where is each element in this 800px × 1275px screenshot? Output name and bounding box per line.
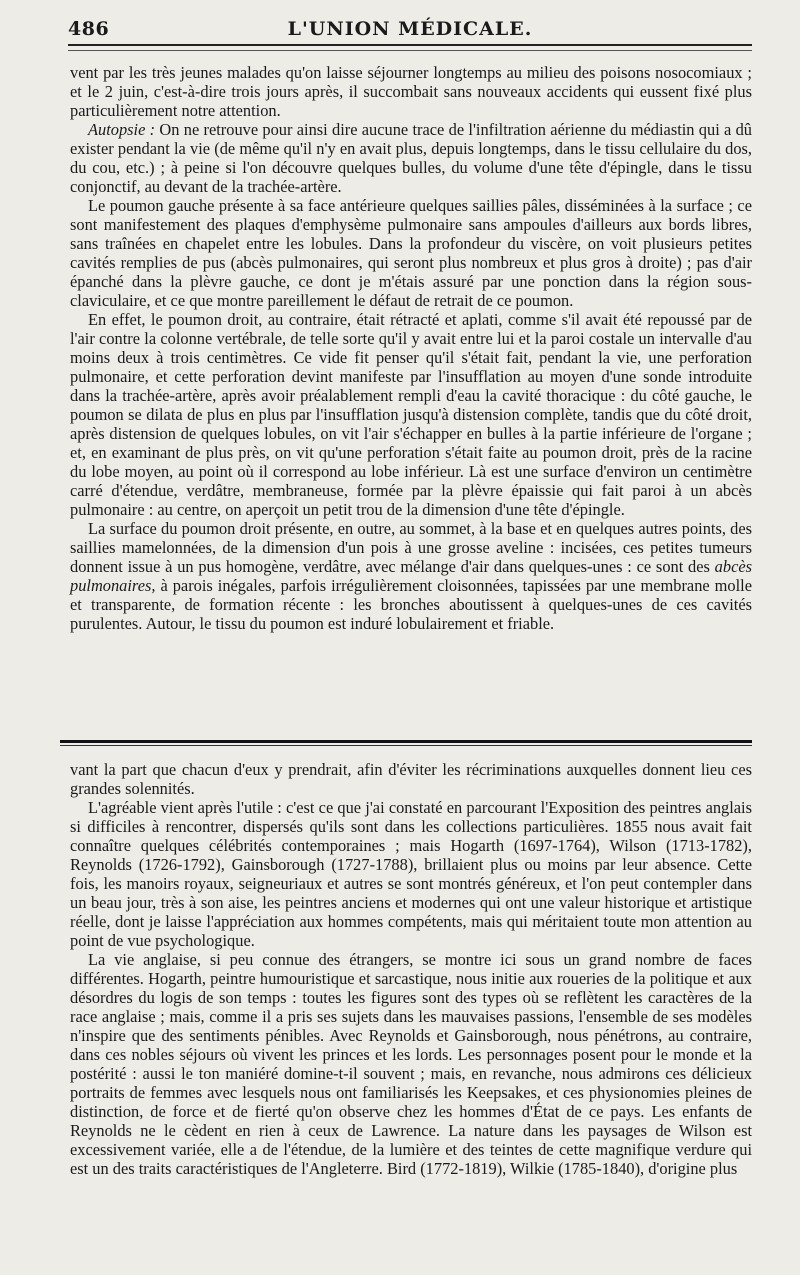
top-article [70, 63, 752, 633]
paragraph-text: à parois inégales, parfois irrégulièrement cloisonnées, tapissées par une membrane molle et transparente, de formation récente : les bronches aboutissent à quelques-unes de ces cavités purulentes. Autour, le tissu du poumon est induré lobulairement et friable. [70, 576, 752, 633]
paragraph-autopsie [70, 120, 752, 196]
page-header [68, 14, 752, 42]
feuilleton-article [70, 760, 752, 1178]
paragraph: En effet, le poumon droit, au contraire, était rétracté et aplati, comme s'il avait été repoussé par de l'air contre la colonne vertébrale, de telle sorte qu'il y avait entre lui et la paroi costale un intervalle d'au moins deux à trois centimètres. Ce vide fit penser qu'il s'était fait, pendant la vie, une perforation pulmonaire, et cette perforation devint manifeste par l'insufflation au moyen d'une sonde introduite dans la trachée-artère, après avoir préalablement rempli d'eau la cavité thoracique : du côté gauche, le poumon se dilata de plus en plus par l'insufflation jusqu'à distension complète, tandis que du côté droit, après distension de quelques lobules, on vit l'air s'échapper en bulles à la partie inférieure de l'organe ; et, en examinant de plus près, on vit qu'une perforation s'était faite au poumon droit, près de la racine du lobe moyen, au point où il correspond au lobe inférieur. Là est une surface d'environ un centimètre carré d'étendue, verdâtre, membraneuse, formée par la plèvre épaissie qui fait paroi à un abcès pulmonaire : au centre, on aperçoit un petit trou de la dimension d'une tête d'épingle. [70, 310, 752, 519]
paragraph: vant la part que chacun d'eux y prendrait, afin d'éviter les récriminations auxquelles donnent lieu ces grandes solennités. [70, 760, 752, 798]
paragraph-text: On ne retrouve pour ainsi dire aucune trace de l'infiltration aérienne du médiastin qui a dû exister pendant la vie (de même qu'il n'y en avait plus, depuis longtemps, dans le tissu cellulaire du dos, du cou, etc.) ; à peine si l'on découvre quelques bulles, du volume d'une tête d'épingle, dans le tissu conjonctif, au devant de la trachée-artère. [70, 120, 752, 196]
running-title: L'UNION MÉDICALE. [287, 18, 533, 40]
separator-rule-thick [60, 740, 752, 743]
separator-rule-thin [60, 745, 752, 746]
paragraph: L'agréable vient après l'utile : c'est ce que j'ai constaté en parcourant l'Exposition des peintres anglais si difficiles à rencontrer, dispersés qu'ils sont dans les collections particulières. 1855 nous avait fait connaître quelques célébrités contemporaines ; mais Hogarth (1697-1764), Wilson (1713-1782), Reynolds (1726-1792), Gainsborough (1727-1788), brillaient plus ou moins par leur absence. Cette fois, les manoirs royaux, seigneuriaux et autres se sont montrés généreux, et l'on peut contempler dans un beau jour, très à son aise, les peintres anciens et modernes qui ont une valeur historique et artistique réelle, dont je laisse l'appréciation aux hommes compétents, mais qui méritaient toute mon attention au point de vue psychologique. [70, 798, 752, 950]
section-separator [60, 740, 752, 748]
header-rule [68, 44, 752, 46]
paragraph: La vie anglaise, si peu connue des étrangers, se montre ici sous un grand nombre de faces différentes. Hogarth, peintre humouristique et sarcastique, nous initie aux roueries de la politique et aux désordres du logis de son temps : toutes les figures sont des types où se reflètent les caractères de la race anglaise ; mais, comme il a pris ses sujets dans les mauvaises passions, l'ensemble de ses modèles n'inspire que des sentiments pénibles. Avec Reynolds et Gainsborough, nous pénétrons, au contraire, dans ces nobles séjours où vivent les princes et les lords. Les personnages posent pour le monde et la postérité : aussi le ton maniéré domine-t-il souvent ; mais, en revanche, nous admirons ces délicieux portraits de femmes avec lesquels nous ont familiarisés les Keepsakes, et ces physionomies pleines de distinction, de force et de fierté qu'on observe chez les hommes d'État de ce pays. Les enfants de Reynolds ne le cèdent en rien à ceux de Lawrence. La nature dans les paysages de Wilson est excessivement variée, elle a de l'étendue, de la lumière et des teintes de cette magnifique verdure qui est un des traits caractéristiques de l'Angleterre. Bird (1772-1819), Wilkie (1785-1840), d'origine plus [70, 950, 752, 1178]
header-rule-thin [68, 50, 752, 51]
paragraph-text: La surface du poumon droit présente, en outre, au sommet, à la base et en quelques autres points, des saillies mamelonnées, de la dimension d'un pois à une grosse aveline : incisées, ces petites tumeurs donnent issue à un pus homogène, verdâtre, avec mélange d'air dans quelques-unes : ce sont des [70, 519, 752, 576]
paragraph [70, 519, 752, 633]
page-number: 486 [68, 18, 110, 40]
emphasis-abces: abcès pulmonaires, [70, 557, 752, 595]
autopsie-label: Autopsie : [88, 120, 156, 139]
paragraph: vent par les très jeunes malades qu'on laisse séjourner longtemps au milieu des poisons nosocomiaux ; et le 2 juin, c'est-à-dire trois jours après, il succombait sans nouveaux accidents qui eussent fixé plus particulièrement notre attention. [70, 63, 752, 120]
paragraph: Le poumon gauche présente à sa face antérieure quelques saillies pâles, disséminées à la surface ; ce sont manifestement des plaques d'emphysème pulmonaire sans ampoules d'ailleurs aux bords libres, sans traînées en chapelet entre les lobules. Dans la profondeur du viscère, on voit plusieurs petites cavités remplies de pus (abcès pulmonaires, qui seront plus nombreux et plus gros à droite) ; pas d'air épanché dans la plèvre gauche, ce dont je m'étais assuré par une ponction dans la région sous-claviculaire, et ce que montre pareillement le défaut de retrait de ce poumon. [70, 196, 752, 310]
